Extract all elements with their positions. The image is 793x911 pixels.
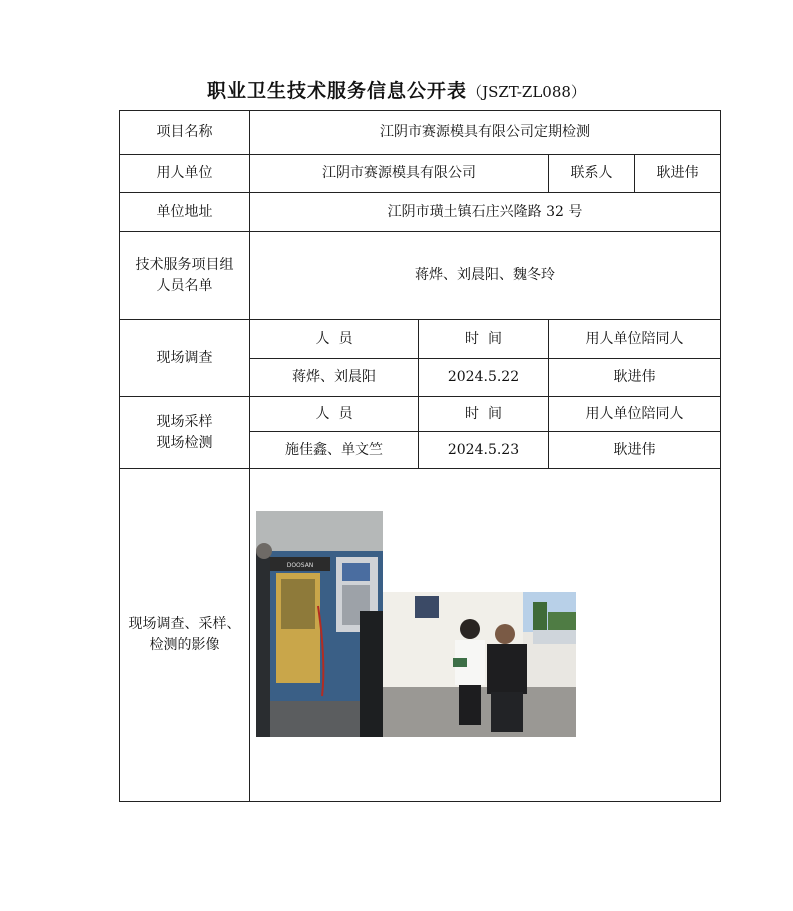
team-value: 蒋烨、刘晨阳、魏冬玲 (250, 232, 721, 320)
images-label-line1: 现场调查、采样、 (128, 616, 241, 632)
survey-escort: 耿进伟 (549, 359, 721, 397)
row-survey-header (120, 320, 721, 359)
sampling-escort: 耿进伟 (549, 432, 721, 469)
address-value: 江阴市璜土镇石庄兴隆路 32 号 (250, 193, 721, 232)
row-client (120, 155, 721, 193)
images-cell (250, 469, 721, 802)
team-label-line1: 技术服务项目组 (135, 256, 234, 273)
sampling-header-escort: 用人单位陪同人 (549, 397, 721, 432)
survey-label: 现场调查 (120, 320, 250, 397)
contact-value: 耿进伟 (635, 155, 721, 193)
survey-header-escort: 用人单位陪同人 (549, 320, 721, 359)
row-team (120, 232, 721, 320)
survey-date: 2024.5.22 (419, 359, 549, 397)
contact-label: 联系人 (549, 155, 635, 193)
sampling-label-line1: 现场采样 (156, 413, 213, 430)
machine-brand-text: DOOSAN (286, 562, 314, 569)
team-label-line2: 人员名单 (156, 277, 213, 294)
page-title (0, 76, 793, 103)
photo-cnc-machine-image (256, 511, 383, 737)
client-label: 用人单位 (120, 155, 250, 193)
sampling-label-line2: 现场检测 (156, 434, 213, 451)
images-label-line2: 检测的影像 (149, 637, 220, 653)
row-images (120, 469, 721, 802)
sampling-label (120, 397, 250, 469)
client-value: 江阴市赛源模具有限公司 (250, 155, 549, 193)
project-name-value: 江阴市赛源模具有限公司定期检测 (250, 111, 721, 155)
photo-staff-outdoors (383, 592, 576, 737)
info-table (119, 110, 721, 802)
row-address (120, 193, 721, 232)
photo-staff-outdoors-image (383, 592, 576, 737)
sampling-header-staff: 人 员 (250, 397, 419, 432)
photo-cnc-machine (256, 511, 383, 737)
address-label: 单位地址 (120, 193, 250, 232)
sampling-staff: 施佳鑫、单文竺 (250, 432, 419, 469)
survey-header-staff: 人 员 (250, 320, 419, 359)
images-label (120, 469, 250, 802)
sampling-header-date: 时 间 (419, 397, 549, 432)
team-label (120, 232, 250, 320)
row-sampling-header (120, 397, 721, 432)
photo-area (250, 469, 720, 800)
survey-staff: 蒋烨、刘晨阳 (250, 359, 419, 397)
row-project-name (120, 111, 721, 155)
project-name-label: 项目名称 (120, 111, 250, 155)
title-main: 职业卫生技术服务信息公开表 (207, 80, 468, 102)
survey-header-date: 时 间 (419, 320, 549, 359)
form-code: （JSZT-ZL088） (467, 83, 586, 101)
sampling-date: 2024.5.23 (419, 432, 549, 469)
